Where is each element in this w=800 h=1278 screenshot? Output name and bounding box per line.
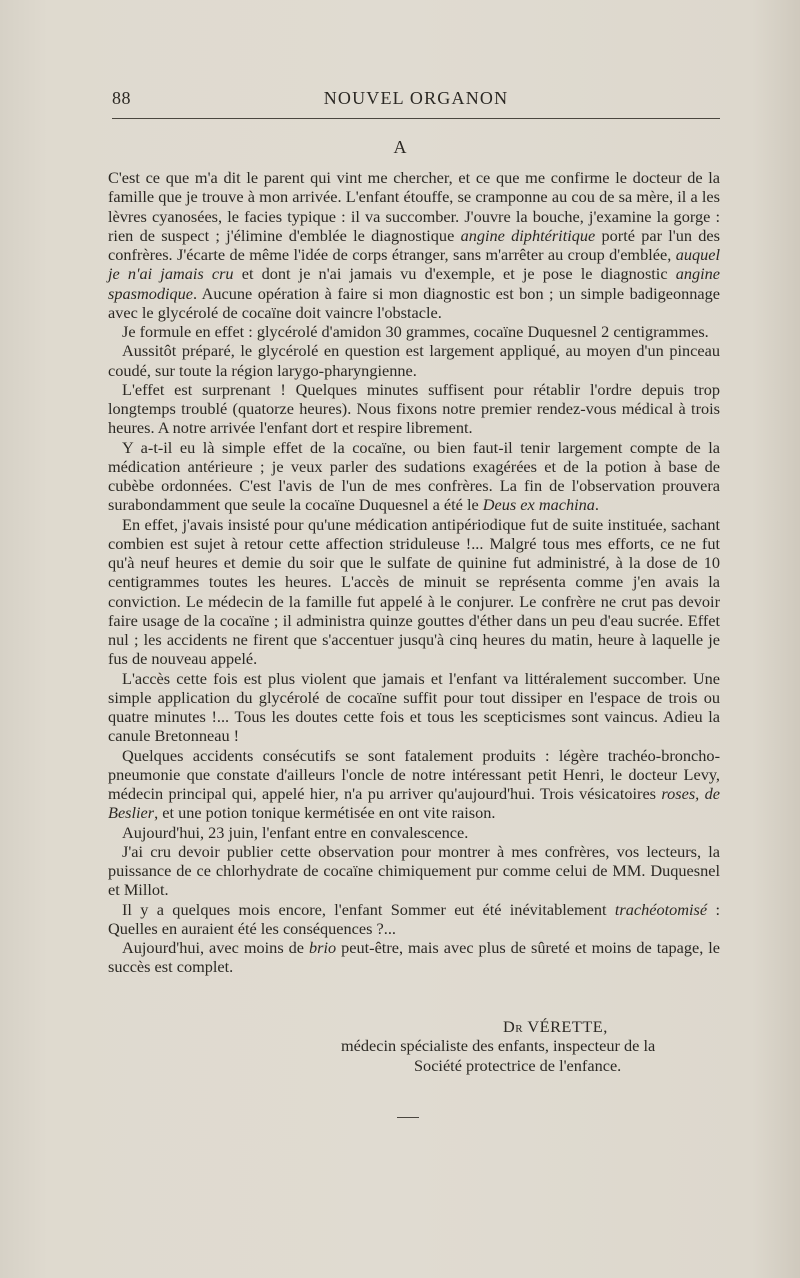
paragraph (108, 938, 720, 977)
paragraph (108, 842, 720, 900)
text-run: C'est ce que m'a dit le parent qui vint me chercher, et ce que me confirme le docteur de la famille que je trouve à mon arrivée. L'enfant étouffe, se cramponne au cou de sa mère, il a les lèvres cyanosées, le facies typique : il va succomber. J'ouvre la bouche, j'examine la gorge : rien de suspect ; j'élimine d'emblée le diagnostique (108, 168, 720, 245)
section-letter: A (393, 137, 407, 157)
text-run: Je formule en effet : glycérolé d'amidon 30 grammes, cocaïne Duquesnel 2 centigrammes. (122, 322, 709, 341)
signature-role: médecin spécialiste des enfants, inspecteur de la (341, 1036, 656, 1056)
text-run: : Quelles en auraient été les conséquences ?... (108, 899, 720, 938)
text-run: En effet, j'avais insisté pour qu'une médication antipériodique fut de suite instituée, sachant combien est sujet à retour cette affection striduleuse !... Malgré tous mes efforts, ce ne fut qu'à neuf heures et demie du soir que le sulfate de quinine fut administré, à la dose de 10 centigrammes toutes les heures. L'accès de minuit se représenta comme j'en avais la conviction. Le médecin de la famille fut appelé à le conjurer. Le confrère ne crut pas devoir faire usage de la cocaïne ; il administra quinze gouttes d'éther dans un peu d'eau sucrée. Effet nul ; les accidents ne firent que s'accentuer jusqu'à cinq heures du matin, heure à laquelle je fus de nouveau appelé. (108, 514, 720, 669)
text-run: L'accès cette fois est plus violent que jamais et l'enfant va littéralement succomber. Une simple application du glycérolé de cocaïne suffit pour tout dissiper en l'espace de trois ou quatre minutes !... Tous les doutes cette fois et tous les scepticismes sont vaincus. Adieu la canule Bretonneau ! (108, 668, 720, 746)
text-run: Quelques accidents consécutifs se sont fatalement produits : légère trachéo-broncho-pneumonie que constate d'ailleurs l'oncle de notre intéressant petit Henri, le docteur Levy, médecin principal qui, appelé hier, n'a pu arriver qu'aujourd'hui. Trois vésicatoires (108, 745, 720, 803)
italic-text: roses, de Beslier (108, 784, 720, 823)
paragraph (108, 669, 720, 746)
end-rule (397, 1117, 419, 1118)
paragraph (108, 823, 720, 842)
page-number: 88 (112, 88, 131, 108)
paragraph (108, 746, 720, 823)
paragraph (108, 438, 720, 515)
paragraph (108, 168, 720, 322)
italic-text: brio (308, 938, 337, 957)
article-body (108, 168, 720, 977)
signature-name: Dr VÉRETTE, (503, 1017, 608, 1036)
header-rule (112, 118, 720, 119)
text-run: J'ai cru devoir publier cette observation pour montrer à mes confrères, vos lecteurs, la puissance de ce chlorhydrate de cocaïne chimiquement pur comme celui de MM. Duquesnel et Millot. (108, 841, 720, 900)
text-run: , et une potion tonique kermétisée en ont vite raison. (154, 803, 496, 823)
italic-text: angine diphtéritique (460, 225, 596, 245)
italic-text: Deus ex machina (482, 495, 595, 515)
paragraph (108, 380, 720, 438)
paragraph (108, 322, 720, 341)
paragraph (108, 341, 720, 380)
text-run: et dont je n'ai jamais vu d'exemple, et je pose le diagnostic (233, 264, 676, 284)
text-run: Aussitôt préparé, le glycérolé en question est largement appliqué, au moyen d'un pinceau coudé, sur toute la région larygo-pharyngienne. (108, 341, 720, 380)
text-run: Il y a quelques mois encore, l'enfant Sommer eut été inévitablement (122, 899, 615, 919)
text-run: Aujourd'hui, avec moins de (122, 938, 309, 957)
italic-text: auquel je n'ai jamais cru (108, 245, 720, 284)
running-title: NOUVEL ORGANON (323, 88, 509, 108)
text-run: . (594, 495, 599, 515)
italic-text: angine spasmodique (108, 264, 720, 303)
signature-organization: Société protectrice de l'enfance. (414, 1055, 622, 1075)
paragraph (108, 515, 720, 669)
italic-text: trachéotomisé (614, 899, 708, 919)
text-run: L'effet est surprenant ! Quelques minutes suffisent pour rétablir l'ordre depuis trop longtemps troublé (quatorze heures). Nous fixons notre premier rendez-vous médical à trois heures. A notre arrivée l'enfant dort et respire librement. (108, 379, 720, 438)
page-header (112, 88, 720, 114)
paragraph (108, 900, 720, 939)
text-run: Aujourd'hui, 23 juin, l'enfant entre en convalescence. (122, 822, 469, 842)
signature-block (108, 1017, 720, 1075)
text-run: porté par l'un des confrères. J'écarte de même l'idée de corps étranger, sans m'arrêter au croup d'emblée, (108, 225, 720, 264)
text-run: Y a-t-il eu là simple effet de la cocaïne, ou bien faut-il tenir largement compte de la médication antérieure ; je veux parler des sudations exagérées et de la potion à base de cubèbe ordonnées. C'est l'avis de l'un de mes confrères. La fin de l'observation prouvera surabondamment que seule la cocaïne Duquesnel a été le (108, 437, 720, 515)
text-run: peut-être, mais avec plus de sûreté et moins de tapage, le succès est complet. (108, 938, 720, 977)
text-run: . Aucune opération à faire si mon diagnostic est bon ; un simple badigeonnage avec le glycérolé de cocaïne doit vaincre l'obstacle. (108, 283, 720, 322)
